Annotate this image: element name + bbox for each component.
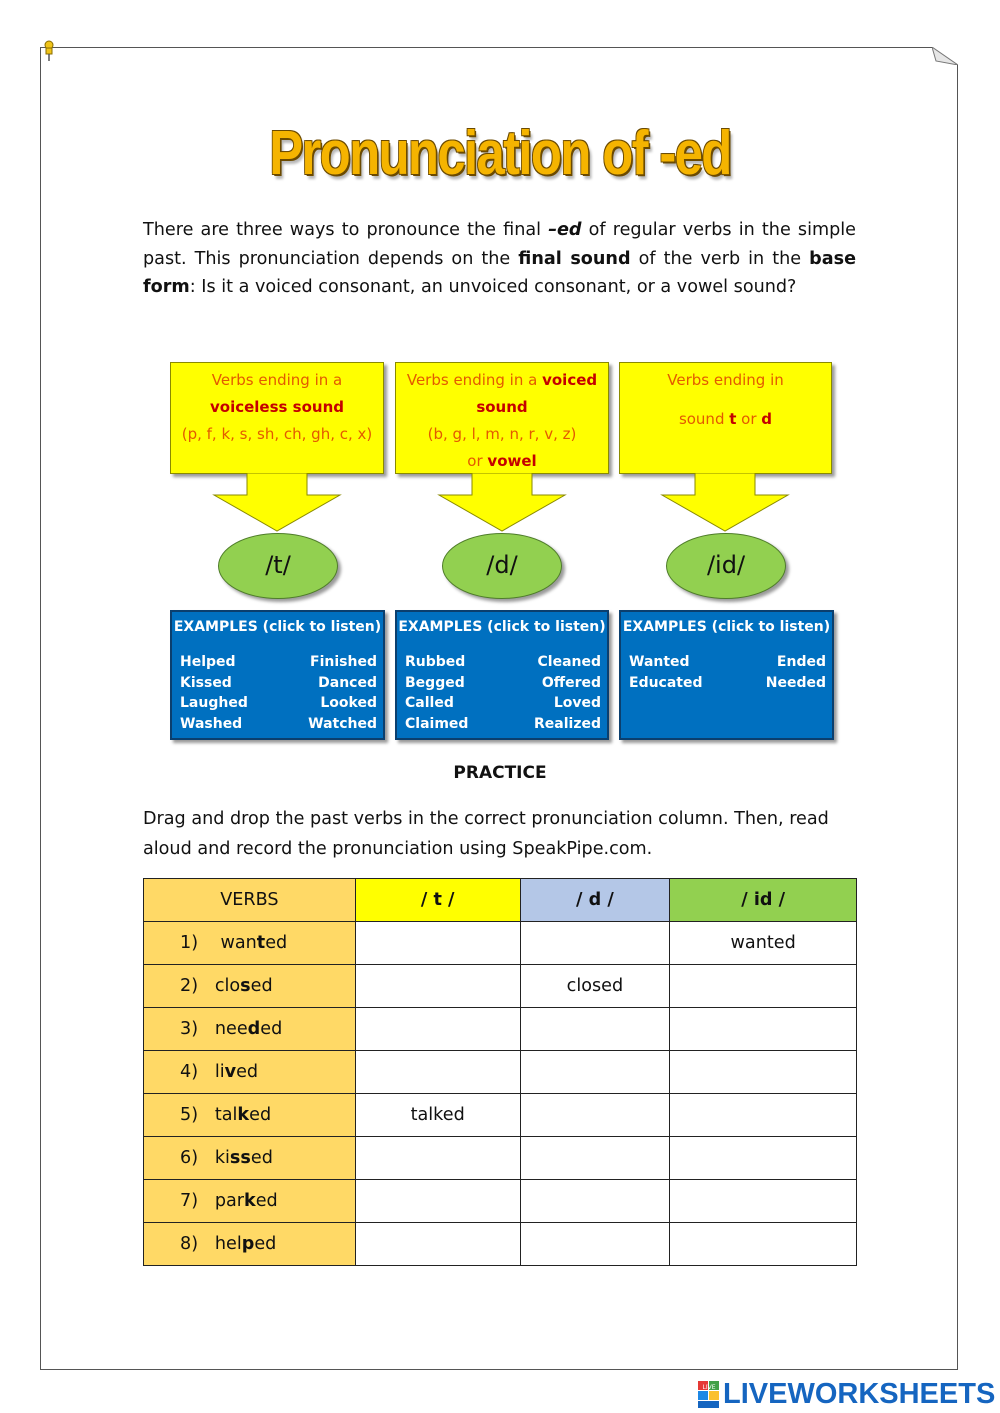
- category-letters: (b, g, l, m, n, r, v, z): [427, 425, 577, 443]
- verb-ending: ed: [250, 976, 273, 996]
- example-word[interactable]: Danced: [318, 674, 377, 691]
- verb-final-sound: k: [237, 1105, 250, 1125]
- sound-id-ellipse: /id/: [666, 533, 786, 599]
- examples-box-t: [170, 610, 385, 740]
- row-number: 3): [180, 1019, 199, 1039]
- table-row: [144, 1223, 857, 1266]
- drop-target-id[interactable]: [670, 965, 857, 1008]
- row-number: 1): [180, 933, 199, 953]
- example-word[interactable]: Finished: [310, 654, 377, 670]
- verb-cell: [144, 1008, 356, 1051]
- page-corner-fold-icon: [932, 47, 958, 65]
- verb-final-sound: k: [244, 1191, 256, 1211]
- verb-ending: ed: [265, 933, 288, 953]
- example-word[interactable]: Looked: [320, 695, 377, 711]
- verb-ending: ed: [255, 1191, 278, 1211]
- example-word[interactable]: Needed: [765, 674, 826, 691]
- drop-target-t[interactable]: [355, 1137, 520, 1180]
- practice-table: [143, 878, 857, 1266]
- arrow-down-icon: [437, 473, 567, 533]
- category-highlight: d: [761, 410, 773, 428]
- verb-final-sound: ss: [229, 1148, 251, 1168]
- verb-cell: [144, 1223, 356, 1266]
- table-row: [144, 1094, 857, 1137]
- drop-target-id[interactable]: [670, 1180, 857, 1223]
- row-number: 6): [180, 1148, 199, 1168]
- drop-target-t[interactable]: [355, 1051, 520, 1094]
- table-row: [144, 1180, 857, 1223]
- example-word[interactable]: Realized: [534, 715, 601, 732]
- category-highlight: t: [729, 410, 737, 428]
- examples-heading[interactable]: EXAMPLES (click to listen): [622, 619, 831, 635]
- pushpin-icon: [43, 40, 55, 62]
- liveworksheets-logo[interactable]: [697, 1377, 995, 1411]
- intro-text: of the verb in the: [630, 248, 810, 269]
- table-row: [144, 965, 857, 1008]
- drop-target-d[interactable]: closed: [520, 965, 670, 1008]
- table-row: [144, 1008, 857, 1051]
- example-word[interactable]: Laughed: [180, 695, 248, 711]
- verb-stem: ki: [214, 1148, 230, 1168]
- liveworksheets-badge-icon: [697, 1379, 723, 1409]
- verb-ending: ed: [236, 1062, 259, 1082]
- category-letters: (p, f, k, s, sh, ch, gh, c, x): [181, 425, 373, 443]
- practice-instructions: Drag and drop the past verbs in the correct pronunciation column. Then, read aloud and record the pronunciation using SpeakPipe.com.: [143, 809, 829, 859]
- example-word[interactable]: Washed: [180, 715, 243, 732]
- intro-paragraph: [143, 216, 856, 302]
- category-line: Verbs ending in a: [406, 371, 543, 389]
- examples-heading[interactable]: EXAMPLES (click to listen): [398, 619, 606, 635]
- verb-stem: nee: [214, 1019, 248, 1039]
- row-number: 7): [180, 1191, 199, 1211]
- verb-cell: [144, 922, 356, 965]
- example-word[interactable]: Kissed: [180, 674, 232, 691]
- drop-target-t[interactable]: [355, 965, 520, 1008]
- row-number: 2): [180, 976, 199, 996]
- verb-stem: tal: [214, 1105, 238, 1125]
- verb-ending: ed: [250, 1148, 273, 1168]
- example-word[interactable]: Claimed: [405, 715, 469, 732]
- drop-target-d[interactable]: [520, 1223, 670, 1266]
- category-line: Verbs ending in a: [211, 371, 343, 389]
- examples-box-d: [395, 610, 609, 740]
- page-title: Pronunciation of -ed: [269, 119, 731, 188]
- sound-t-ellipse: /t/: [218, 533, 338, 599]
- verb-cell: [144, 1137, 356, 1180]
- verb-ending: ed: [260, 1019, 283, 1039]
- category-box-voiceless: [170, 362, 384, 474]
- example-word[interactable]: Helped: [180, 654, 236, 670]
- drop-target-t[interactable]: [355, 1180, 520, 1223]
- intro-text: There are three ways to pronounce the final: [143, 220, 549, 240]
- intro-final-sound: final sound: [518, 248, 631, 269]
- verb-stem: wan: [220, 933, 257, 953]
- example-word[interactable]: Wanted: [629, 654, 690, 670]
- verb-stem: par: [214, 1191, 245, 1211]
- verb-final-sound: v: [224, 1062, 237, 1082]
- category-box-voiced: [395, 362, 609, 474]
- verb-cell: [144, 1180, 356, 1223]
- category-line: Verbs ending in: [667, 371, 784, 389]
- verb-cell: [144, 1051, 356, 1094]
- drop-target-d[interactable]: [520, 1051, 670, 1094]
- verb-final-sound: d: [247, 1019, 261, 1039]
- row-number: 4): [180, 1062, 199, 1082]
- intro-text: : Is it a voiced consonant, an unvoiced consonant, or a vowel sound?: [189, 277, 797, 297]
- verb-final-sound: s: [240, 976, 251, 996]
- example-word[interactable]: Ended: [776, 654, 826, 670]
- verb-ending: ed: [249, 1105, 272, 1125]
- drop-target-id[interactable]: [670, 1223, 857, 1266]
- header-id: / id /: [670, 879, 857, 922]
- drop-target-id[interactable]: [670, 1094, 857, 1137]
- examples-box-id: [619, 610, 834, 740]
- verb-ending: ed: [254, 1234, 277, 1254]
- verb-final-sound: t: [256, 933, 266, 953]
- arrow-down-icon: [660, 473, 790, 533]
- row-number: 5): [180, 1105, 199, 1125]
- example-word[interactable]: Educated: [629, 674, 703, 691]
- table-row: [144, 1137, 857, 1180]
- sound-d-ellipse: /d/: [442, 533, 562, 599]
- drop-target-id[interactable]: [670, 1051, 857, 1094]
- category-line: or: [467, 452, 488, 470]
- header-d: / d /: [520, 879, 670, 922]
- examples-heading[interactable]: EXAMPLES (click to listen): [173, 619, 382, 635]
- category-highlight: voiceless sound: [209, 398, 344, 416]
- verb-stem: hel: [214, 1234, 242, 1254]
- header-verbs: VERBS: [144, 879, 356, 922]
- logo-text: LIVEWORKSHEETS: [723, 1378, 996, 1410]
- table-header-row: [144, 879, 857, 922]
- verb-cell: [144, 965, 356, 1008]
- drop-target-id[interactable]: wanted: [670, 922, 857, 965]
- verb-cell: [144, 1094, 356, 1137]
- drop-target-t[interactable]: [355, 922, 520, 965]
- drop-target-id[interactable]: [670, 1137, 857, 1180]
- header-t: / t /: [355, 879, 520, 922]
- drop-target-d[interactable]: [520, 1008, 670, 1051]
- drop-target-id[interactable]: [670, 1008, 857, 1051]
- example-word[interactable]: Offered: [541, 674, 601, 691]
- drop-target-t[interactable]: [355, 1223, 520, 1266]
- drop-target-t[interactable]: [355, 1008, 520, 1051]
- drop-target-d[interactable]: [520, 922, 670, 965]
- example-word[interactable]: Cleaned: [537, 654, 601, 670]
- verb-stem: clo: [214, 976, 241, 996]
- category-highlight: voiced: [542, 371, 598, 389]
- example-word[interactable]: Watched: [308, 715, 377, 732]
- drop-target-d[interactable]: [520, 1137, 670, 1180]
- category-highlight: sound: [476, 398, 528, 416]
- example-word[interactable]: Begged: [405, 674, 465, 691]
- category-highlight: vowel: [487, 452, 537, 470]
- category-box-t-or-d: [619, 362, 832, 474]
- intro-text: of regular verbs in the simple past. This pronunciation depends on the: [143, 220, 856, 269]
- example-word[interactable]: Called: [405, 695, 454, 711]
- intro-ed-emphasis: –ed: [548, 220, 582, 240]
- drop-target-d[interactable]: [520, 1180, 670, 1223]
- category-line: sound: [678, 410, 730, 428]
- example-word[interactable]: Loved: [553, 695, 601, 711]
- table-row: [144, 1051, 857, 1094]
- category-line: or: [736, 410, 762, 428]
- drop-target-t[interactable]: talked: [355, 1094, 520, 1137]
- logo-badge-text: LIVE: [702, 1384, 716, 1391]
- arrow-down-icon: [212, 473, 342, 533]
- drop-target-d[interactable]: [520, 1094, 670, 1137]
- table-row: [144, 922, 857, 965]
- row-number: 8): [180, 1234, 199, 1254]
- practice-heading: PRACTICE: [453, 763, 547, 783]
- verb-final-sound: p: [241, 1234, 255, 1254]
- example-word[interactable]: Rubbed: [405, 654, 466, 670]
- intro-base-form: base form: [143, 248, 856, 297]
- verb-stem: li: [214, 1062, 225, 1082]
